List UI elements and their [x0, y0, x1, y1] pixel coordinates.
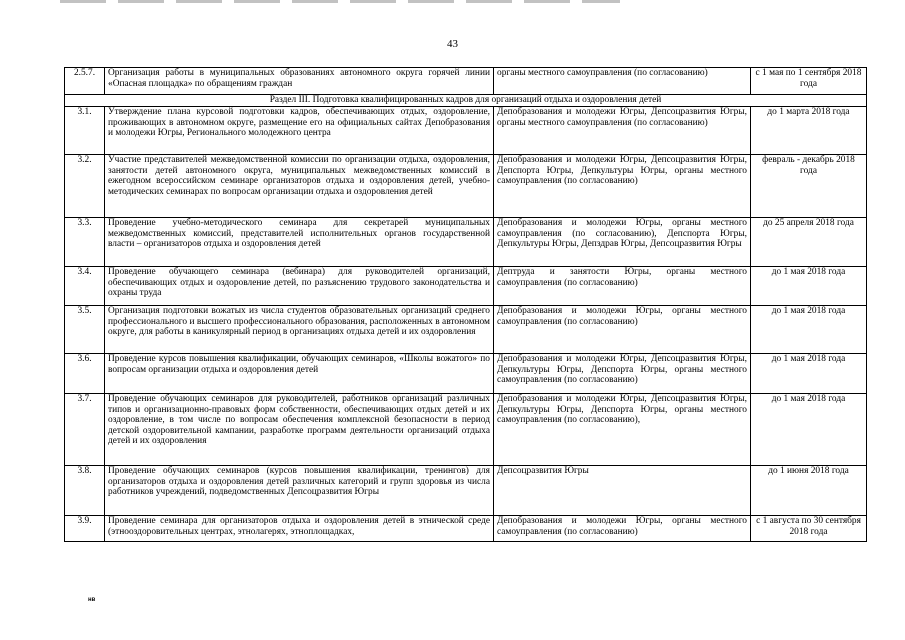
row-description: Участие представителей межведомственной комиссии по организации отдыха, оздоровления, занятости детей автономного округа, муниципальных межведомственных комиссий в ежегодном всероссийском семинаре организаторов отдыха и оздоровления детей, учебно-методических семинарах по вопросам организации отдыха и оздоровления детей [105, 155, 494, 218]
activity-plan-table [64, 67, 867, 542]
table-row [65, 516, 867, 542]
row-description: Организация работы в муниципальных образованиях автономного округа горячей линии «Опасная площадка» по обращениям граждан [105, 68, 494, 95]
row-number: 3.5. [65, 306, 105, 354]
row-deadline: до 1 марта 2018 года [751, 107, 867, 155]
table-row [65, 155, 867, 218]
row-responsible: Депобразования и молодежи Югры, Депсоцразвития Югры, Депспорта Югры, Депкультуры Югры, органы местного самоуправления (по согласованию) [494, 155, 751, 218]
row-responsible: Дептруда и занятости Югры, органы местного самоуправления (по согласованию) [494, 267, 751, 306]
table-row [65, 267, 867, 306]
row-responsible: Депобразования и молодежи Югры, органы местного самоуправления (по согласованию) [494, 306, 751, 354]
row-responsible: Депобразования и молодежи Югры, Депсоцразвития Югры, органы местного самоуправления (по согласованию) [494, 107, 751, 155]
table-row [65, 466, 867, 516]
row-deadline: с 1 августа по 30 сентября 2018 года [751, 516, 867, 542]
row-description: Утверждение плана курсовой подготовки кадров, обеспечивающих отдых, оздоровление, проживающих в автономном округе, размещение его на официальных сайтах Депобразования и молодежи Югры, Регионального молодежного центра [105, 107, 494, 155]
row-deadline: до 1 мая 2018 года [751, 267, 867, 306]
row-description: Проведение обучающих семинаров (курсов повышения квалификации, тренингов) для организаторов отдыха и оздоровления детей различных категорий и групп здоровья из числа работников учреждений, подведомственных Депсоцразвития Югры [105, 466, 494, 516]
page-number: 43 [447, 38, 458, 50]
section-title: Раздел III. Подготовка квалифицированных кадров для организаций отдыха и оздоровления детей [65, 95, 867, 107]
table-row [65, 306, 867, 354]
row-number: 2.5.7. [65, 68, 105, 95]
row-number: 3.4. [65, 267, 105, 306]
row-description: Проведение семинара для организаторов отдыха и оздоровления детей в этнической среде (этнооздоровительных центрах, этнолагерях, этноплощадках, [105, 516, 494, 542]
row-deadline: февраль - декабрь 2018 года [751, 155, 867, 218]
table-row [65, 218, 867, 267]
row-description: Организация подготовки вожатых из числа студентов образовательных организаций среднего профессионального и высшего профессионального образования, расположенных в автономном округе, для работы в каникулярный период в организациях отдыха детей и их оздоровления [105, 306, 494, 354]
row-number: 3.8. [65, 466, 105, 516]
table-row [65, 107, 867, 155]
row-description: Проведение учебно-методического семинара для секретарей муниципальных межведомственных комиссий, представителей исполнительных органов государственной власти – организаторов отдыха и оздоровления детей [105, 218, 494, 267]
scan-top-artifact [60, 0, 620, 3]
row-deadline: до 1 мая 2018 года [751, 306, 867, 354]
row-number: 3.6. [65, 354, 105, 394]
section-header-row [65, 95, 867, 107]
row-number: 3.2. [65, 155, 105, 218]
table-row [65, 68, 867, 95]
row-deadline: с 1 мая по 1 сентября 2018 года [751, 68, 867, 95]
row-deadline: до 1 мая 2018 года [751, 394, 867, 466]
row-description: Проведение курсов повышения квалификации, обучающих семинаров, «Школы вожатого» по вопросам организации отдыха и оздоровления детей [105, 354, 494, 394]
row-deadline: до 25 апреля 2018 года [751, 218, 867, 267]
row-responsible: Депобразования и молодежи Югры, органы местного самоуправления (по согласованию), Депспорта Югры, Депкультуры Югры, Депздрав Югры, Депсоцразвития Югры [494, 218, 751, 267]
row-responsible: Депобразования и молодежи Югры, Депсоцразвития Югры, Депкультуры Югры, Депспорта Югры, органы местного самоуправления (по согласованию) [494, 354, 751, 394]
table-row [65, 394, 867, 466]
row-responsible: Депобразования и молодежи Югры, органы местного самоуправления (по согласованию) [494, 516, 751, 542]
row-responsible: Депобразования и молодежи Югры, Депсоцразвития Югры, Депкультуры Югры, Депспорта Югры, органы местного самоуправления (по согласованию), [494, 394, 751, 466]
footer-initials: нв [88, 597, 96, 603]
row-description: Проведение обучающего семинара (вебинара) для руководителей организаций, обеспечивающих отдых и оздоровление детей, по разъяснению трудового законодательства и охраны труда [105, 267, 494, 306]
row-responsible: Депсоцразвития Югры [494, 466, 751, 516]
row-deadline: до 1 июня 2018 года [751, 466, 867, 516]
table-row [65, 354, 867, 394]
row-responsible: органы местного самоуправления (по согласованию) [494, 68, 751, 95]
row-number: 3.1. [65, 107, 105, 155]
row-description: Проведение обучающих семинаров для руководителей, работников организаций различных типов и организационно-правовых форм собственности, обеспечивающих отдых детей и их оздоровление, в том числе по вопросам обеспечения комплексной безопасности в период детской оздоровительной кампании, разработке программ деятельности организаций отдыха детей и их оздоровления [105, 394, 494, 466]
row-number: 3.7. [65, 394, 105, 466]
row-number: 3.9. [65, 516, 105, 542]
row-number: 3.3. [65, 218, 105, 267]
row-deadline: до 1 мая 2018 года [751, 354, 867, 394]
